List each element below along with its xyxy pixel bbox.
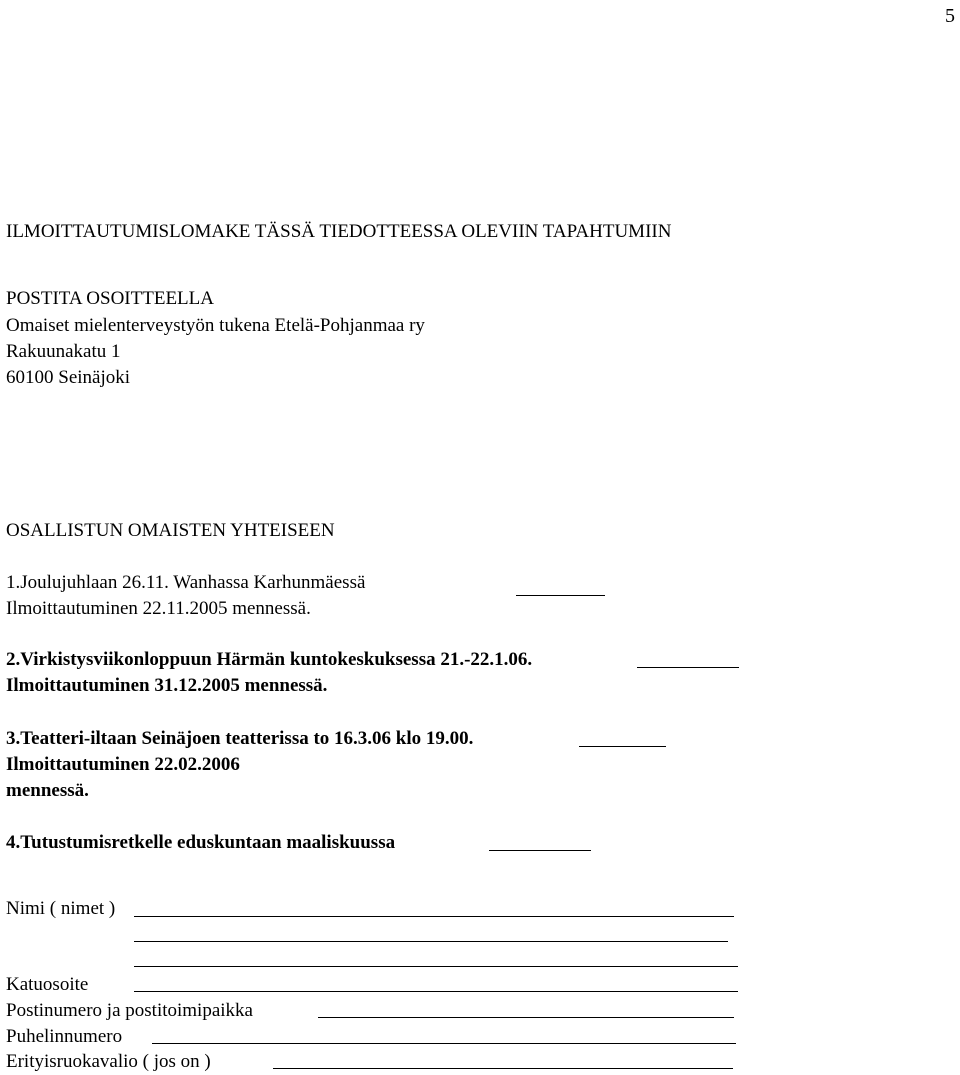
street-address-label: Katuosoite — [6, 974, 89, 995]
postal-field-line[interactable] — [318, 1017, 734, 1018]
event-1-deadline: Ilmoittautuminen 22.11.2005 mennessä. — [6, 598, 311, 619]
diet-field-line[interactable] — [273, 1068, 733, 1069]
event-1-title: 1.Joulujuhlaan 26.11. Wanhassa Karhunmäessä — [6, 572, 366, 593]
page-title: ILMOITTAUTUMISLOMAKE TÄSSÄ TIEDOTTEESSA OLEVIIN TAPAHTUMIIN — [6, 221, 672, 242]
section-heading: OSALLISTUN OMAISTEN YHTEISEEN — [6, 520, 335, 541]
name-field-line-2[interactable] — [134, 941, 728, 942]
event-4-title: 4.Tutustumisretkelle eduskuntaan maaliskuussa — [6, 832, 396, 853]
address-line-2: Omaiset mielenterveystyön tukena Etelä-Pohjanmaa ry — [6, 315, 425, 336]
event-2-signup-blank[interactable] — [637, 667, 739, 668]
event-2-title: 2.Virkistysviikonloppuun Härmän kuntokeskuksessa 21.-22.1.06. — [6, 649, 533, 670]
name-label: Nimi ( nimet ) — [6, 898, 116, 919]
event-3-deadline-cont: mennessä. — [6, 780, 89, 801]
event-3-deadline: Ilmoittautuminen 22.02.2006 — [6, 754, 240, 775]
street-address-field-line[interactable] — [134, 991, 738, 992]
postal-label: Postinumero ja postitoimipaikka — [6, 1000, 253, 1021]
address-line-1: POSTITA OSOITTEELLA — [6, 288, 214, 309]
phone-label: Puhelinnumero — [6, 1026, 123, 1047]
diet-label: Erityisruokavalio ( jos on ) — [6, 1051, 211, 1072]
event-3-title: 3.Teatteri-iltaan Seinäjoen teatterissa to 16.3.06 klo 19.00. — [6, 728, 474, 749]
event-2-deadline: Ilmoittautuminen 31.12.2005 mennessä. — [6, 675, 328, 696]
address-line-3: Rakuunakatu 1 — [6, 341, 121, 362]
event-3-signup-blank[interactable] — [579, 746, 666, 747]
address-line-4: 60100 Seinäjoki — [6, 367, 131, 388]
name-field-line-1[interactable] — [134, 916, 734, 917]
event-1-signup-blank[interactable] — [516, 595, 605, 596]
page-number: 5 — [945, 5, 955, 27]
name-field-line-3[interactable] — [134, 966, 738, 967]
phone-field-line[interactable] — [152, 1043, 736, 1044]
event-4-signup-blank[interactable] — [489, 850, 591, 851]
